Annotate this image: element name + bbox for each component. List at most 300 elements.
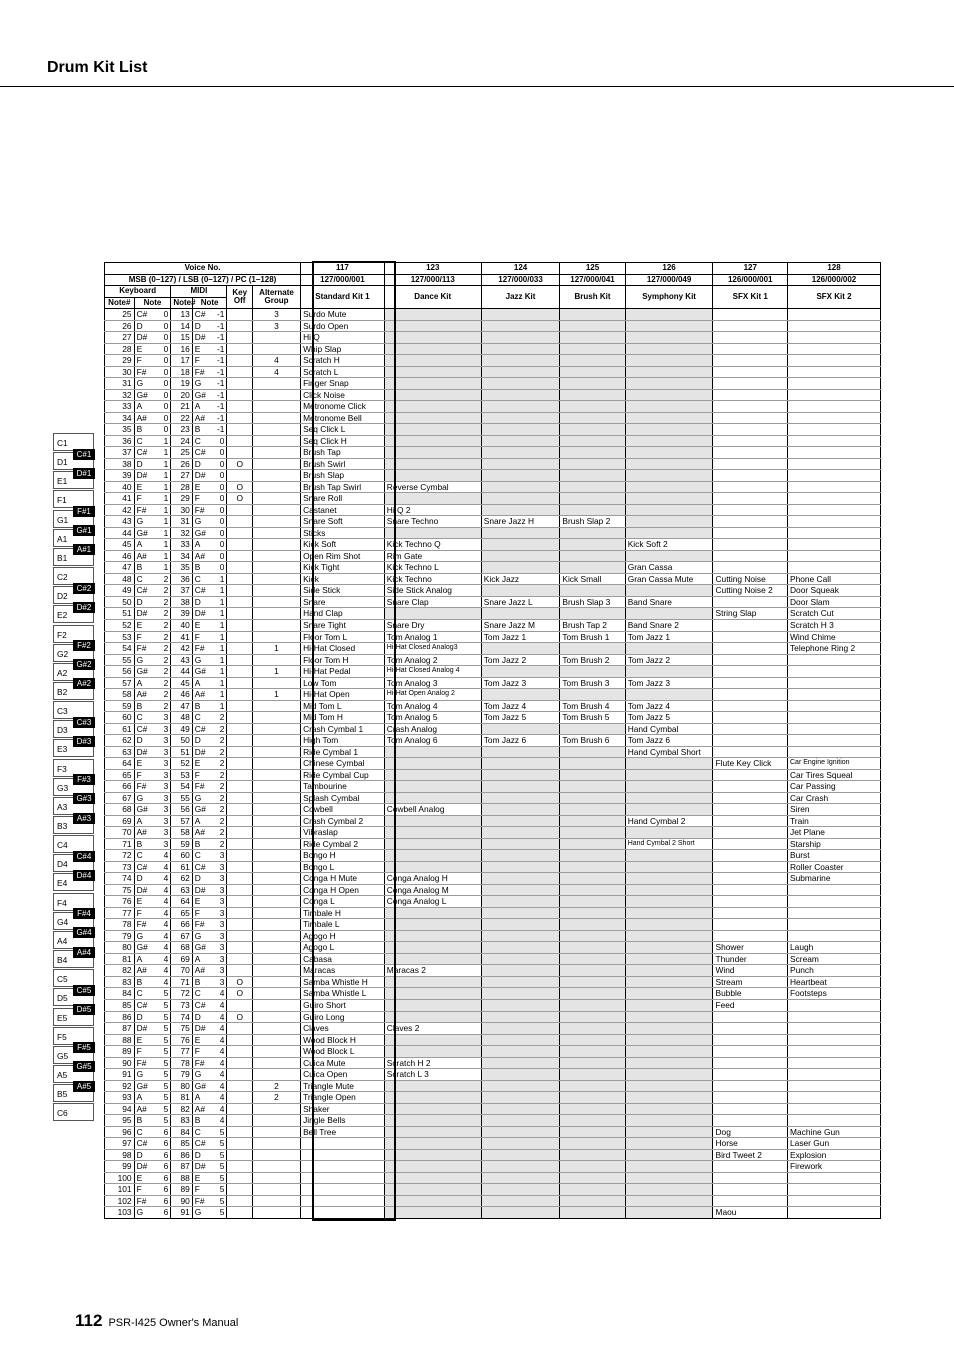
table-cell <box>227 619 253 631</box>
table-cell: F <box>134 907 156 919</box>
table-cell <box>481 792 560 804</box>
table-cell: 1 <box>157 504 171 516</box>
table-cell: 1 <box>213 585 227 597</box>
table-cell <box>252 965 300 977</box>
table-cell <box>625 355 713 367</box>
table-cell: B <box>134 838 156 850</box>
table-cell: Shower <box>713 942 788 954</box>
table-cell: Wind Chime <box>788 631 881 643</box>
table-cell <box>252 1023 300 1035</box>
table-cell: 0 <box>213 539 227 551</box>
table-cell <box>560 481 625 493</box>
table-row <box>105 735 881 747</box>
black-key: G#1 <box>73 525 95 536</box>
table-cell: 0 <box>157 366 171 378</box>
table-cell: 2 <box>252 1080 300 1092</box>
table-cell <box>252 447 300 459</box>
table-cell <box>788 412 881 424</box>
table-cell <box>625 988 713 1000</box>
table-cell: 2 <box>157 643 171 655</box>
table-cell <box>227 562 253 574</box>
table-cell: Car Tires Squeal <box>788 769 881 781</box>
table-cell: Tom Jazz 4 <box>481 700 560 712</box>
table-cell <box>227 861 253 873</box>
table-cell <box>227 792 253 804</box>
table-cell: Low Tom <box>301 677 385 689</box>
title-divider <box>0 86 954 87</box>
table-cell: F# <box>192 1057 212 1069</box>
table-cell: Horse <box>713 1138 788 1150</box>
table-cell: 80 <box>105 942 135 954</box>
table-cell <box>481 1184 560 1196</box>
table-cell: 3 <box>213 896 227 908</box>
table-cell: 52 <box>171 758 192 770</box>
table-cell <box>481 1000 560 1012</box>
table-cell <box>227 815 253 827</box>
table-cell: C <box>134 712 156 724</box>
table-cell: 25 <box>171 447 192 459</box>
table-cell <box>481 366 560 378</box>
table-cell <box>252 723 300 735</box>
table-cell: 36 <box>171 573 192 585</box>
table-row <box>105 447 881 459</box>
table-cell: Door Slam <box>788 596 881 608</box>
table-cell <box>301 1138 385 1150</box>
table-cell: E <box>192 481 212 493</box>
table-cell: Brush Tap <box>301 447 385 459</box>
table-cell <box>481 585 560 597</box>
table-cell <box>252 827 300 839</box>
table-cell: G <box>134 654 156 666</box>
table-cell: 5 <box>157 1092 171 1104</box>
kit-124-no: 124 <box>481 263 560 275</box>
table-cell: B <box>192 700 212 712</box>
white-key: E2 <box>53 605 94 623</box>
table-cell <box>560 493 625 505</box>
table-cell: 66 <box>171 919 192 931</box>
table-cell: A# <box>134 827 156 839</box>
table-cell: 1 <box>213 573 227 585</box>
table-cell <box>713 919 788 931</box>
table-cell: 0 <box>157 389 171 401</box>
table-cell: 5 <box>213 1195 227 1207</box>
table-cell: 68 <box>171 942 192 954</box>
table-cell: 4 <box>213 1046 227 1058</box>
table-cell: A <box>134 953 156 965</box>
table-cell <box>227 389 253 401</box>
table-cell: Hi-Hat Closed Analog3 <box>384 643 481 655</box>
table-cell <box>560 1069 625 1081</box>
table-cell <box>481 930 560 942</box>
table-cell: E <box>192 758 212 770</box>
table-cell <box>560 781 625 793</box>
table-cell: 6 <box>157 1161 171 1173</box>
table-cell: Floor Tom L <box>301 631 385 643</box>
table-cell: 16 <box>171 343 192 355</box>
table-cell <box>481 1207 560 1219</box>
table-row <box>105 712 881 724</box>
kit-128-no: 128 <box>788 263 881 275</box>
table-cell <box>384 470 481 482</box>
table-cell: 42 <box>105 504 135 516</box>
table-row <box>105 1080 881 1092</box>
table-row <box>105 355 881 367</box>
table-cell: 70 <box>105 827 135 839</box>
table-cell: 52 <box>105 619 135 631</box>
table-cell <box>252 1184 300 1196</box>
table-cell <box>713 481 788 493</box>
table-cell: Ride Cymbal 2 <box>301 838 385 850</box>
black-key: D#1 <box>73 468 95 479</box>
table-cell: 5 <box>213 1138 227 1150</box>
table-cell: Timbale L <box>301 919 385 931</box>
table-row <box>105 1195 881 1207</box>
table-cell <box>560 930 625 942</box>
table-cell <box>625 919 713 931</box>
table-cell: Shaker <box>301 1103 385 1115</box>
table-cell: B <box>134 1115 156 1127</box>
table-cell <box>625 1034 713 1046</box>
table-cell <box>227 884 253 896</box>
table-cell: 2 <box>213 758 227 770</box>
table-cell: 2 <box>213 838 227 850</box>
table-cell <box>227 896 253 908</box>
table-cell: 102 <box>105 1195 135 1207</box>
table-cell <box>625 493 713 505</box>
table-cell: 4 <box>252 355 300 367</box>
table-cell <box>560 1034 625 1046</box>
drum-kit-table <box>104 262 881 1219</box>
table-cell: 5 <box>157 1023 171 1035</box>
table-cell: C <box>192 712 212 724</box>
table-cell: Train <box>788 815 881 827</box>
table-cell: 4 <box>213 1115 227 1127</box>
table-cell <box>227 309 253 321</box>
table-cell: Brush Slap <box>301 470 385 482</box>
table-cell: 17 <box>171 355 192 367</box>
piano-keyboard-diagram <box>53 433 96 1138</box>
table-cell: A <box>192 1092 212 1104</box>
table-cell: 0 <box>213 516 227 528</box>
table-cell: 1 <box>157 470 171 482</box>
table-cell: 5 <box>157 1000 171 1012</box>
table-cell <box>788 493 881 505</box>
table-cell <box>384 942 481 954</box>
table-cell: G <box>192 792 212 804</box>
table-cell <box>481 401 560 413</box>
table-cell: 61 <box>105 723 135 735</box>
table-cell: 97 <box>105 1138 135 1150</box>
table-cell: 2 <box>213 723 227 735</box>
table-cell: 6 <box>157 1184 171 1196</box>
table-cell <box>788 366 881 378</box>
table-cell <box>788 907 881 919</box>
table-cell: 6 <box>157 1138 171 1150</box>
table-cell: 36 <box>105 435 135 447</box>
table-cell <box>252 988 300 1000</box>
table-cell <box>788 504 881 516</box>
table-cell: F <box>192 769 212 781</box>
table-cell: 4 <box>157 930 171 942</box>
kit-128-name: SFX Kit 2 <box>788 286 881 309</box>
table-cell: 44 <box>105 527 135 539</box>
table-cell <box>625 1046 713 1058</box>
table-cell <box>625 907 713 919</box>
table-cell: 2 <box>157 666 171 678</box>
table-cell: 103 <box>105 1207 135 1219</box>
table-cell <box>713 596 788 608</box>
table-cell <box>625 976 713 988</box>
table-cell: F# <box>134 366 156 378</box>
table-cell <box>481 447 560 459</box>
table-cell: 63 <box>105 746 135 758</box>
table-cell <box>252 1000 300 1012</box>
table-cell <box>384 861 481 873</box>
table-cell <box>560 550 625 562</box>
table-cell <box>625 424 713 436</box>
table-cell: 4 <box>157 896 171 908</box>
table-cell <box>384 435 481 447</box>
table-cell: Hi-Hat Open Analog 2 <box>384 689 481 701</box>
table-cell: D <box>134 458 156 470</box>
table-cell: D# <box>192 884 212 896</box>
table-cell: 2 <box>213 769 227 781</box>
table-cell: 29 <box>105 355 135 367</box>
table-cell <box>227 746 253 758</box>
table-cell: 1 <box>213 666 227 678</box>
table-cell: Tom Jazz 6 <box>481 735 560 747</box>
table-cell: E <box>134 1034 156 1046</box>
table-cell <box>384 608 481 620</box>
table-cell <box>560 343 625 355</box>
table-cell <box>384 1080 481 1092</box>
table-cell: 2 <box>213 712 227 724</box>
kit-124-name: Jazz Kit <box>481 286 560 309</box>
table-cell: B <box>134 424 156 436</box>
table-cell: 41 <box>171 631 192 643</box>
table-cell <box>227 769 253 781</box>
table-cell <box>713 907 788 919</box>
table-cell: -1 <box>213 401 227 413</box>
table-cell <box>713 412 788 424</box>
table-cell: 2 <box>213 746 227 758</box>
table-cell: 2 <box>157 585 171 597</box>
table-row <box>105 677 881 689</box>
table-cell: 0 <box>213 481 227 493</box>
kit-126-no: 126 <box>625 263 713 275</box>
table-cell: Tom Jazz 1 <box>481 631 560 643</box>
table-cell: -1 <box>213 378 227 390</box>
table-cell: 82 <box>171 1103 192 1115</box>
table-cell <box>788 1103 881 1115</box>
table-cell: Agogo H <box>301 930 385 942</box>
white-key: G4 <box>53 912 94 930</box>
table-cell <box>713 930 788 942</box>
table-cell: Jingle Bells <box>301 1115 385 1127</box>
table-cell <box>227 1092 253 1104</box>
table-cell <box>625 527 713 539</box>
table-cell: E <box>192 1172 212 1184</box>
table-row <box>105 930 881 942</box>
white-key: E1 <box>53 471 94 489</box>
white-key: G5 <box>53 1046 94 1064</box>
table-cell: F <box>134 1046 156 1058</box>
white-key: A4 <box>53 931 94 949</box>
table-cell: 39 <box>171 608 192 620</box>
table-cell <box>481 1126 560 1138</box>
table-cell: A <box>134 677 156 689</box>
table-cell: 1 <box>252 666 300 678</box>
table-cell: 64 <box>171 896 192 908</box>
table-cell <box>713 1057 788 1069</box>
table-cell <box>252 700 300 712</box>
table-cell <box>625 1115 713 1127</box>
table-cell <box>481 1046 560 1058</box>
table-cell: Guiro Short <box>301 1000 385 1012</box>
table-cell: 59 <box>171 838 192 850</box>
table-cell <box>384 838 481 850</box>
table-cell: F <box>192 1046 212 1058</box>
table-cell: 47 <box>105 562 135 574</box>
table-cell <box>625 884 713 896</box>
table-cell <box>252 838 300 850</box>
table-cell <box>560 827 625 839</box>
kit-123-name: Dance Kit <box>384 286 481 309</box>
table-cell: 72 <box>171 988 192 1000</box>
table-cell: G <box>192 378 212 390</box>
white-key: A2 <box>53 663 94 681</box>
table-row <box>105 700 881 712</box>
table-row <box>105 953 881 965</box>
table-cell: Surdo Mute <box>301 309 385 321</box>
table-cell: Guiro Long <box>301 1011 385 1023</box>
table-cell <box>788 1057 881 1069</box>
table-cell <box>713 309 788 321</box>
table-cell <box>788 884 881 896</box>
table-cell <box>227 700 253 712</box>
table-cell <box>481 827 560 839</box>
table-cell: Conga L <box>301 896 385 908</box>
table-cell <box>252 516 300 528</box>
table-cell: 72 <box>105 850 135 862</box>
table-cell: 77 <box>105 907 135 919</box>
table-cell: 0 <box>157 412 171 424</box>
table-cell: Hi-Hat Closed Analog 4 <box>384 666 481 678</box>
table-row <box>105 1161 881 1173</box>
white-key: C2 <box>53 567 94 585</box>
table-cell: 84 <box>171 1126 192 1138</box>
table-cell <box>788 723 881 735</box>
table-cell: G# <box>192 389 212 401</box>
table-cell <box>713 343 788 355</box>
table-cell <box>625 608 713 620</box>
table-cell: 4 <box>157 850 171 862</box>
table-cell <box>252 919 300 931</box>
table-cell: 4 <box>213 1103 227 1115</box>
table-cell: D <box>192 596 212 608</box>
table-cell: 1 <box>213 654 227 666</box>
table-cell <box>252 1011 300 1023</box>
table-cell: 2 <box>157 596 171 608</box>
table-cell: E <box>134 481 156 493</box>
table-cell <box>481 412 560 424</box>
white-key: D2 <box>53 586 94 604</box>
table-cell: Tom Analog 1 <box>384 631 481 643</box>
table-cell: 46 <box>171 689 192 701</box>
table-cell: 44 <box>171 666 192 678</box>
table-cell <box>713 873 788 885</box>
table-cell: 75 <box>171 1023 192 1035</box>
table-cell <box>560 1149 625 1161</box>
table-cell: Bird Tweet 2 <box>713 1149 788 1161</box>
table-cell <box>384 1000 481 1012</box>
table-cell <box>252 573 300 585</box>
table-cell: 27 <box>171 470 192 482</box>
table-cell: 90 <box>171 1195 192 1207</box>
table-cell: 32 <box>105 389 135 401</box>
table-cell <box>384 424 481 436</box>
table-cell <box>560 378 625 390</box>
table-cell: G <box>134 516 156 528</box>
table-cell: Wood Block L <box>301 1046 385 1058</box>
white-key: B3 <box>53 816 94 834</box>
table-cell <box>625 1057 713 1069</box>
table-cell <box>713 861 788 873</box>
table-cell: Phone Call <box>788 573 881 585</box>
table-cell <box>252 389 300 401</box>
table-cell <box>301 1195 385 1207</box>
table-cell <box>788 1184 881 1196</box>
table-cell: 3 <box>252 309 300 321</box>
table-cell: 69 <box>105 815 135 827</box>
table-cell: Cutting Noise 2 <box>713 585 788 597</box>
alternate-group-label: Alternate Group <box>252 286 300 309</box>
table-cell <box>713 1103 788 1115</box>
table-cell <box>227 1149 253 1161</box>
table-cell <box>481 781 560 793</box>
table-cell <box>481 988 560 1000</box>
table-cell <box>625 1103 713 1115</box>
table-cell: D# <box>192 470 212 482</box>
table-cell: 3 <box>213 919 227 931</box>
kit-117-bank: 127/000/001 <box>301 274 385 286</box>
white-key: D5 <box>53 988 94 1006</box>
table-cell <box>560 643 625 655</box>
table-cell <box>481 850 560 862</box>
table-cell: 51 <box>171 746 192 758</box>
table-cell: 73 <box>105 861 135 873</box>
table-cell: C# <box>134 309 156 321</box>
table-cell: A <box>134 815 156 827</box>
table-row <box>105 1184 881 1196</box>
table-cell <box>625 965 713 977</box>
table-cell: 0 <box>213 527 227 539</box>
table-cell: 13 <box>171 309 192 321</box>
table-cell <box>625 1080 713 1092</box>
table-cell <box>625 1092 713 1104</box>
table-cell <box>481 1115 560 1127</box>
table-cell <box>560 1023 625 1035</box>
table-cell <box>560 919 625 931</box>
table-cell: C# <box>192 723 212 735</box>
table-cell: 2 <box>213 804 227 816</box>
table-cell: Gran Cassa <box>625 562 713 574</box>
table-cell: Tom Brush 2 <box>560 654 625 666</box>
white-key: G3 <box>53 778 94 796</box>
table-cell <box>252 332 300 344</box>
table-row <box>105 527 881 539</box>
table-cell <box>384 1184 481 1196</box>
